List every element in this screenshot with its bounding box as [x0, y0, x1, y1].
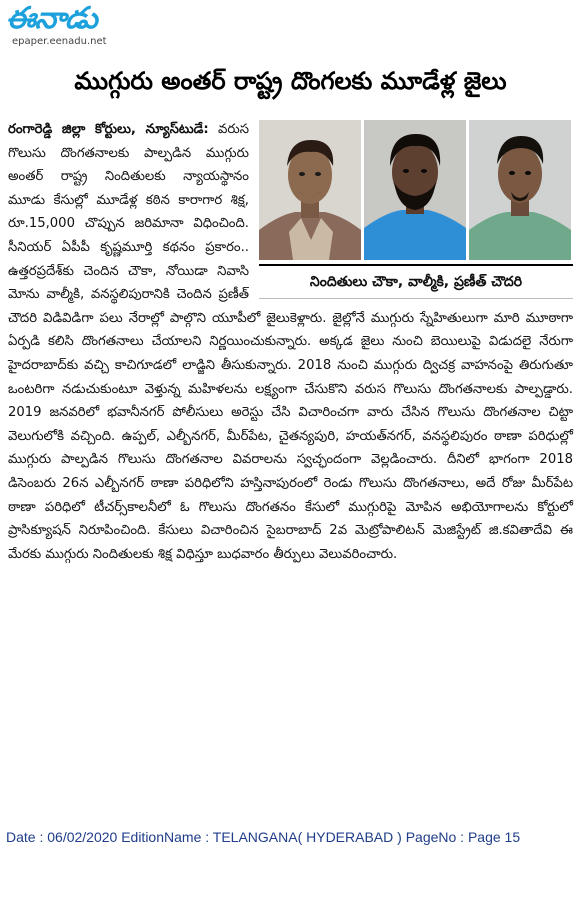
masthead	[4, 2, 154, 54]
photo-caption: నిందితులు చౌకా, వాల్మీకి, ప్రణీత్ చౌదరి	[259, 264, 573, 299]
edition-footer: Date : 06/02/2020 EditionName : TELANGANA( HYDERABAD ) PageNo : Page 15	[6, 829, 521, 845]
photo-accused-2	[364, 120, 466, 260]
epaper-site-label: epaper.eenadu.net	[12, 36, 107, 47]
article-body	[8, 118, 573, 566]
article-paragraph: వరుస గొలుసు దొంగతనాలకు పాల్పడిన ముగ్గురు అంతర్ రాష్ట్ర నిందితులకు న్యాయస్థానం మూడు కేసుల్లో మూడేళ్ల కఠిన కారాగార శిక్ష, రూ.15,000 చొప్పున జరిమానా విధించింది. సీనియర్ ఏపీపీ కృష్ణమూర్తి కథనం ప్రకారం.. ఉత్తరప్రదేశ్‌కు చెందిన చౌకా, నోయిడా నివాసి మోను వాల్మీకి, వనస్థలిపురానికి చెందిన ప్రణీత్ చౌదరి విడివిడిగా పలు నేరాల్లో పాల్గొని యూపీలో జైలుకెళ్లారు. జైల్లోనే ముగ్గురు స్నేహితులుగా మారి మూఠాగా ఏర్పడి కలిసి దొంగతనాలు చేయాలని నిర్ణయించుకున్నారు. అక్కడ జైలు నుంచి బెయిలుపై విడుదలై నేరుగా హైదరాబాద్‌కు వచ్చి కాచిగూడలో లాడ్జిని తీసుకున్నారు. 2018 నుంచి ముగ్గురు ద్విచక్ర వాహనంపై తిరుగుతూ ఒంటరిగా నడుచుకుంటూ వెళ్తున్న మహిళలను లక్ష్యంగా చేసుకొని వరుస గొలుసు దొంగతనాలకు పాల్పడ్డారు. 2019 జనవరిలో భవానీనగర్ పోలీసులు అరెస్టు చేసి విచారించగా వారు చేసిన గొలుసు దొంగతనాల చిట్టా వెలుగులోకి వచ్చింది. ఉప్పల్, ఎల్బీనగర్, మీర్‌పేట, చైతన్యపురి, హయత్‌నగర్, వనస్థలిపురం ఠాణా పరిధుల్లో ముగ్గురు పాల్పడిన గొలుసు దొంగతనాల వివరాలను స్వచ్ఛందంగా వెల్లడించారు. దీనిలో భాగంగా 2018 డిసెంబరు 26న ఎల్బీనగర్ ఠాణా పరిధిలోని హస్తినాపురంలో రెండు గొలుసు దొంగతనాలు, అదే రోజు మీర్‌పేట ఠాణా పరిధిలో టీచర్స్‌కాలనీలో ఓ గొలుసు దొంగతనం కేసులో ముగ్గురిపై మోపిన అభియోగాలను కోర్టులో ప్రాసిక్యూషన్ నిరూపించింది. కేసులు విచారించిన సైబరాబాద్ 2వ మెట్రోపాలిటన్ మెజిస్ట్రేట్ జి.కవితాదేవి ఈ మేరకు ముగ్గురు నిందితులకు శిక్ష విధిస్తూ బుధవారం తీర్పులు వెలువరించారు.	[8, 122, 573, 562]
eenadu-logo[interactable]: ఈనాడు	[6, 1, 97, 36]
dateline: రంగారెడ్డి జిల్లా కోర్టులు, న్యూస్‌టుడే:	[8, 122, 209, 137]
page-title: ముగ్గురు అంతర్ రాష్ట్ర దొంగలకు మూడేళ్ల జైలు	[74, 67, 507, 95]
accused-photos	[259, 120, 573, 300]
photo-accused-3	[469, 120, 571, 260]
photo-accused-1	[259, 120, 361, 260]
